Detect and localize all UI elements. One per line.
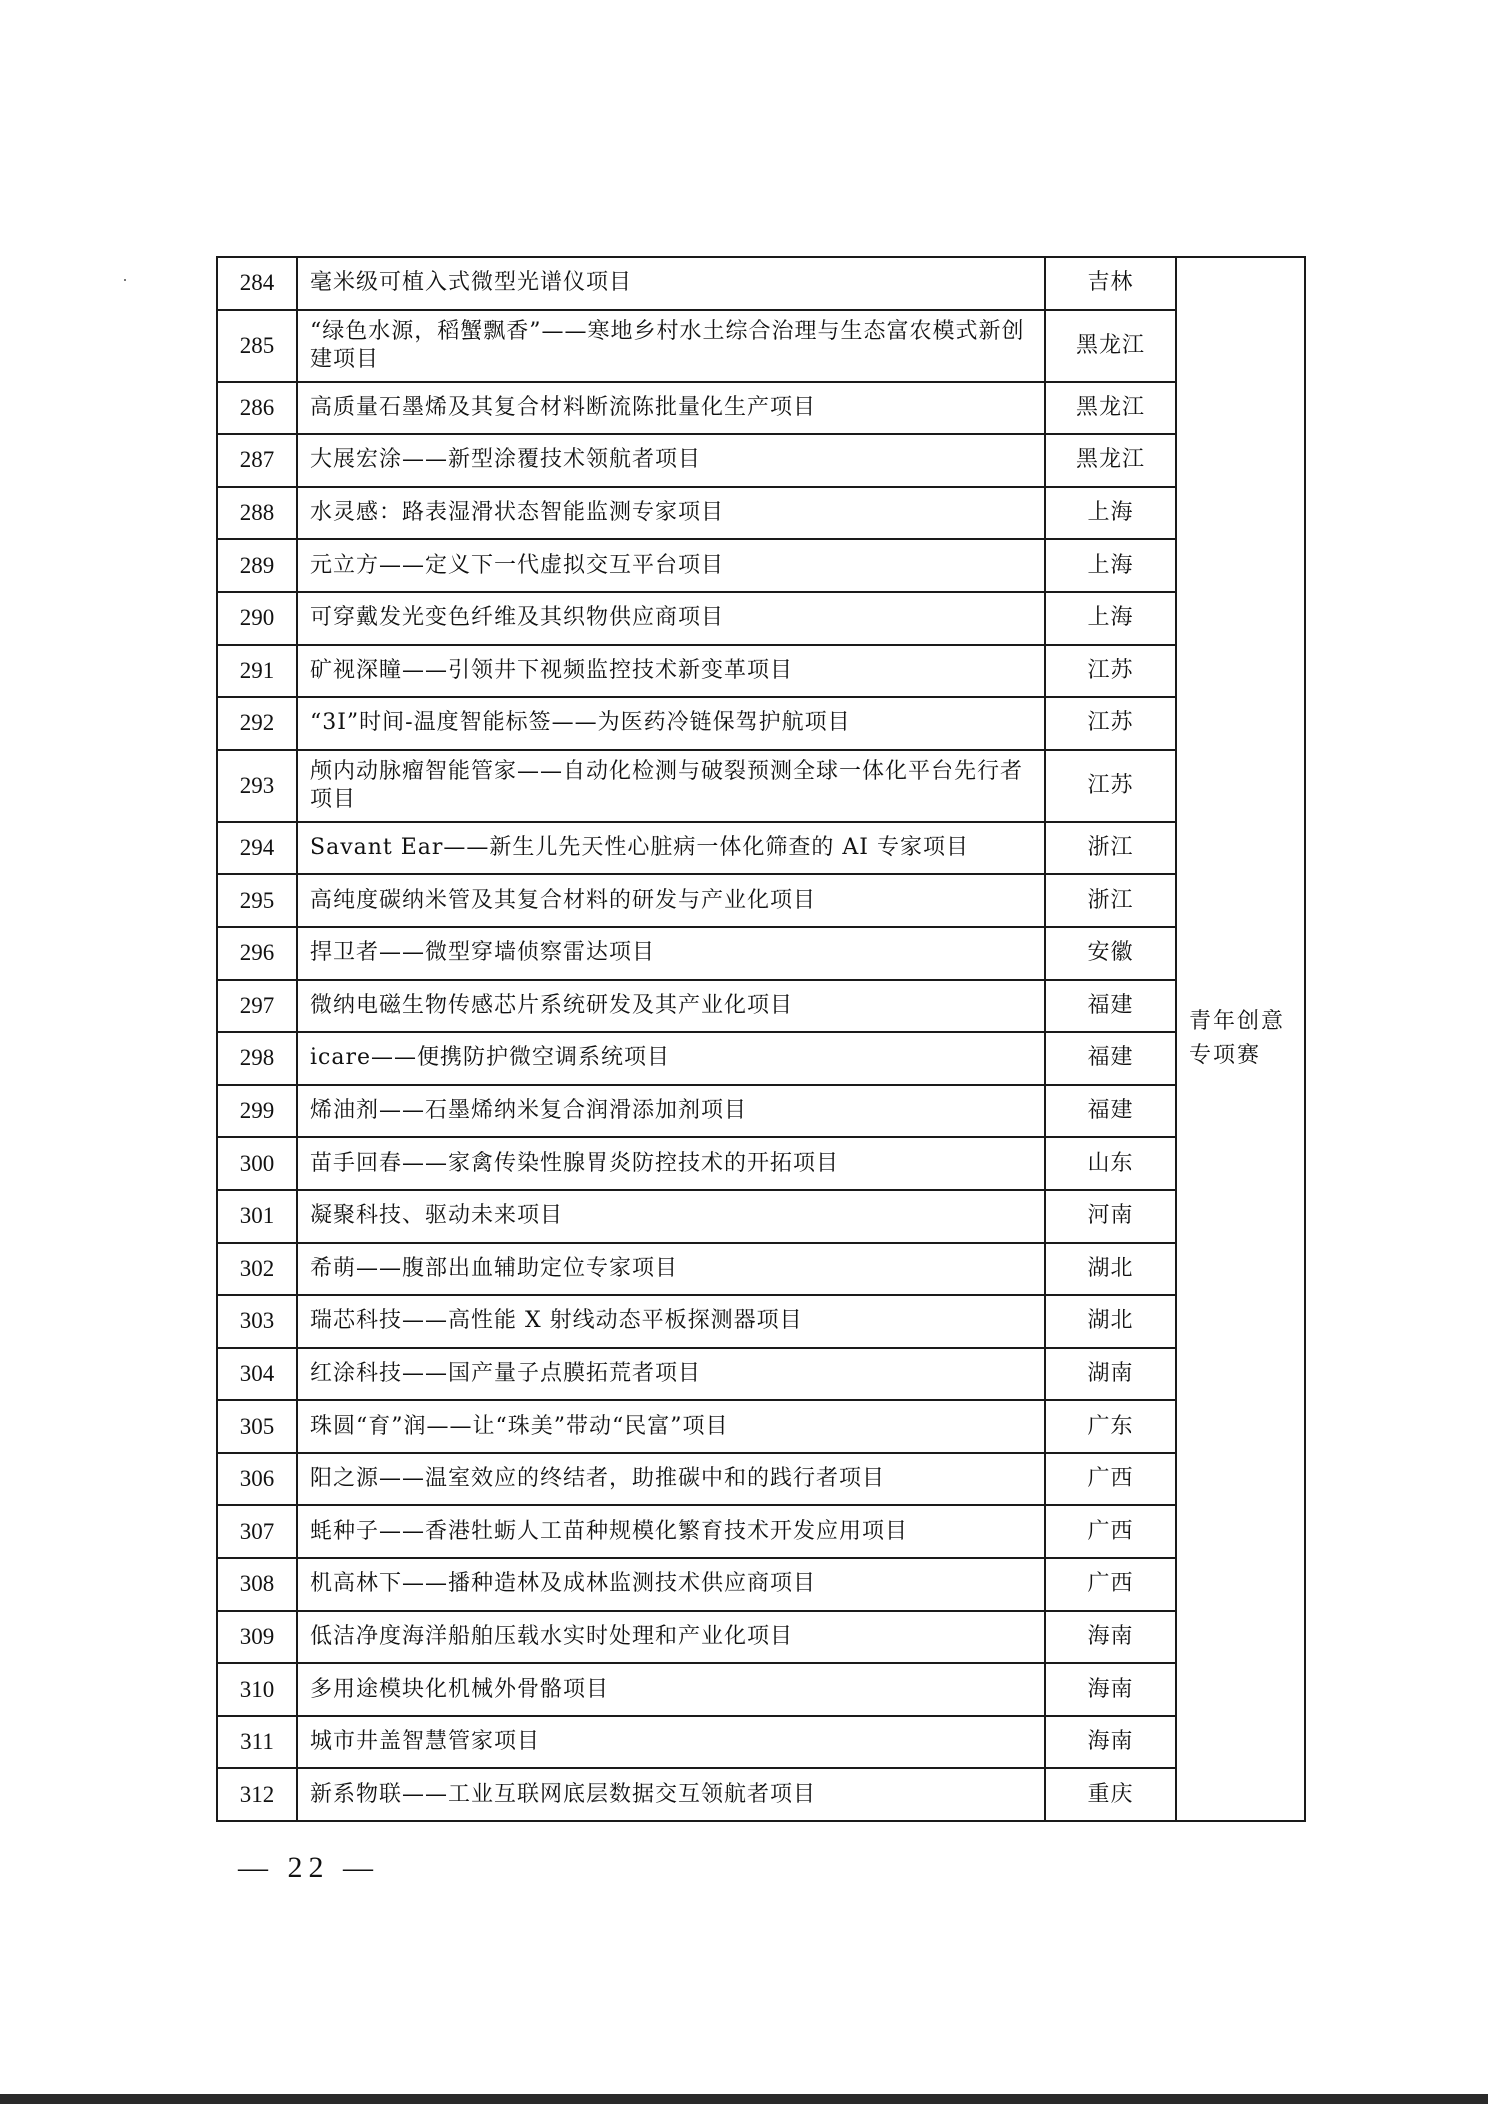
province: 上海 xyxy=(1045,539,1176,592)
table-row xyxy=(217,750,1305,822)
project-name: 多用途模块化机械外骨骼项目 xyxy=(297,1663,1045,1716)
table-row xyxy=(217,592,1305,645)
project-name: 高纯度碳纳米管及其复合材料的研发与产业化项目 xyxy=(297,874,1045,927)
row-number: 303 xyxy=(217,1295,297,1348)
project-name: 希萌——腹部出血辅助定位专家项目 xyxy=(297,1243,1045,1296)
table-row xyxy=(217,1190,1305,1243)
row-number: 287 xyxy=(217,434,297,487)
table-row xyxy=(217,1558,1305,1611)
page-number: — 22 — xyxy=(238,1851,379,1884)
table-row xyxy=(217,1400,1305,1453)
project-name: 苗手回春——家禽传染性腺胃炎防控技术的开拓项目 xyxy=(297,1137,1045,1190)
province: 湖北 xyxy=(1045,1295,1176,1348)
project-name: “3I”时间-温度智能标签——为医药冷链保驾护航项目 xyxy=(297,697,1045,750)
project-name: 新系物联——工业互联网底层数据交互领航者项目 xyxy=(297,1768,1045,1821)
table-row xyxy=(217,874,1305,927)
table-row xyxy=(217,1768,1305,1821)
project-name: 低洁净度海洋船舶压载水实时处理和产业化项目 xyxy=(297,1611,1045,1664)
table-row xyxy=(217,1348,1305,1401)
project-name: 颅内动脉瘤智能管家——自动化检测与破裂预测全球一体化平台先行者项目 xyxy=(297,750,1045,822)
table-row xyxy=(217,697,1305,750)
row-number: 298 xyxy=(217,1032,297,1085)
row-number: 310 xyxy=(217,1663,297,1716)
table-row xyxy=(217,822,1305,875)
province: 海南 xyxy=(1045,1663,1176,1716)
province: 重庆 xyxy=(1045,1768,1176,1821)
project-name: 毫米级可植入式微型光谱仪项目 xyxy=(297,257,1045,310)
province: 湖北 xyxy=(1045,1243,1176,1296)
scan-speck xyxy=(124,279,126,281)
province: 海南 xyxy=(1045,1716,1176,1769)
province: 广西 xyxy=(1045,1453,1176,1506)
table-row xyxy=(217,382,1305,435)
row-number: 300 xyxy=(217,1137,297,1190)
province: 吉林 xyxy=(1045,257,1176,310)
project-name: Savant Ear——新生儿先天性心脏病一体化筛查的 AI 专家项目 xyxy=(297,822,1045,875)
table-row xyxy=(217,1505,1305,1558)
province: 安徽 xyxy=(1045,927,1176,980)
table-row xyxy=(217,539,1305,592)
project-name: 微纳电磁生物传感芯片系统研发及其产业化项目 xyxy=(297,980,1045,1033)
province: 江苏 xyxy=(1045,697,1176,750)
table-row xyxy=(217,1453,1305,1506)
project-name: 城市井盖智慧管家项目 xyxy=(297,1716,1045,1769)
province: 江苏 xyxy=(1045,750,1176,822)
table-row xyxy=(217,257,1305,310)
province: 山东 xyxy=(1045,1137,1176,1190)
project-name: “绿色水源，稻蟹飘香”——寒地乡村水土综合治理与生态富农模式新创建项目 xyxy=(297,310,1045,382)
table-row xyxy=(217,310,1305,382)
province: 广西 xyxy=(1045,1558,1176,1611)
row-number: 291 xyxy=(217,645,297,698)
row-number: 302 xyxy=(217,1243,297,1296)
province: 黑龙江 xyxy=(1045,382,1176,435)
row-number: 296 xyxy=(217,927,297,980)
row-number: 312 xyxy=(217,1768,297,1821)
table-row xyxy=(217,487,1305,540)
province: 黑龙江 xyxy=(1045,434,1176,487)
project-name: 元立方——定义下一代虚拟交互平台项目 xyxy=(297,539,1045,592)
row-number: 288 xyxy=(217,487,297,540)
project-name: 阳之源——温室效应的终结者，助推碳中和的践行者项目 xyxy=(297,1453,1045,1506)
table-row xyxy=(217,1085,1305,1138)
row-number: 285 xyxy=(217,310,297,382)
row-number: 292 xyxy=(217,697,297,750)
scan-edge-band xyxy=(0,2094,1488,2104)
table-row xyxy=(217,1663,1305,1716)
province: 广西 xyxy=(1045,1505,1176,1558)
project-name: 矿视深瞳——引领井下视频监控技术新变革项目 xyxy=(297,645,1045,698)
project-name: 烯油剂——石墨烯纳米复合润滑添加剂项目 xyxy=(297,1085,1045,1138)
province: 上海 xyxy=(1045,592,1176,645)
province: 浙江 xyxy=(1045,822,1176,875)
project-name: 红涂科技——国产量子点膜拓荒者项目 xyxy=(297,1348,1045,1401)
row-number: 286 xyxy=(217,382,297,435)
project-name: 捍卫者——微型穿墙侦察雷达项目 xyxy=(297,927,1045,980)
project-name: 水灵感：路表湿滑状态智能监测专家项目 xyxy=(297,487,1045,540)
row-number: 304 xyxy=(217,1348,297,1401)
table-row xyxy=(217,434,1305,487)
table-row xyxy=(217,645,1305,698)
table-row xyxy=(217,1243,1305,1296)
project-name: 瑞芯科技——高性能 X 射线动态平板探测器项目 xyxy=(297,1295,1045,1348)
row-number: 297 xyxy=(217,980,297,1033)
table-row xyxy=(217,927,1305,980)
row-number: 306 xyxy=(217,1453,297,1506)
project-name: 机高林下——播种造林及成林监测技术供应商项目 xyxy=(297,1558,1045,1611)
row-number: 301 xyxy=(217,1190,297,1243)
category-cell xyxy=(1176,257,1305,1821)
table-row xyxy=(217,1716,1305,1769)
row-number: 308 xyxy=(217,1558,297,1611)
row-number: 305 xyxy=(217,1400,297,1453)
province: 海南 xyxy=(1045,1611,1176,1664)
province: 浙江 xyxy=(1045,874,1176,927)
project-name: 高质量石墨烯及其复合材料断流陈批量化生产项目 xyxy=(297,382,1045,435)
project-name: 凝聚科技、驱动未来项目 xyxy=(297,1190,1045,1243)
row-number: 289 xyxy=(217,539,297,592)
project-name: 蚝种子——香港牡蛎人工苗种规模化繁育技术开发应用项目 xyxy=(297,1505,1045,1558)
category-line-1: 青年创意 xyxy=(1189,1009,1286,1035)
province: 广东 xyxy=(1045,1400,1176,1453)
row-number: 309 xyxy=(217,1611,297,1664)
table-row xyxy=(217,1611,1305,1664)
province: 福建 xyxy=(1045,1032,1176,1085)
table-row xyxy=(217,980,1305,1033)
province: 上海 xyxy=(1045,487,1176,540)
row-number: 307 xyxy=(217,1505,297,1558)
row-number: 299 xyxy=(217,1085,297,1138)
project-list-table xyxy=(216,256,1306,1822)
row-number: 290 xyxy=(217,592,297,645)
province: 湖南 xyxy=(1045,1348,1176,1401)
project-name: 珠圆“育”润——让“珠美”带动“民富”项目 xyxy=(297,1400,1045,1453)
row-number: 284 xyxy=(217,257,297,310)
province: 福建 xyxy=(1045,980,1176,1033)
row-number: 311 xyxy=(217,1716,297,1769)
table-row xyxy=(217,1137,1305,1190)
table-row xyxy=(217,1032,1305,1085)
category-line-2: 专项赛 xyxy=(1189,1043,1262,1069)
province: 福建 xyxy=(1045,1085,1176,1138)
row-number: 293 xyxy=(217,750,297,822)
row-number: 295 xyxy=(217,874,297,927)
row-number: 294 xyxy=(217,822,297,875)
province: 河南 xyxy=(1045,1190,1176,1243)
project-name: 可穿戴发光变色纤维及其织物供应商项目 xyxy=(297,592,1045,645)
project-name: icare——便携防护微空调系统项目 xyxy=(297,1032,1045,1085)
province: 江苏 xyxy=(1045,645,1176,698)
province: 黑龙江 xyxy=(1045,310,1176,382)
table-row xyxy=(217,1295,1305,1348)
project-name: 大展宏涂——新型涂覆技术领航者项目 xyxy=(297,434,1045,487)
